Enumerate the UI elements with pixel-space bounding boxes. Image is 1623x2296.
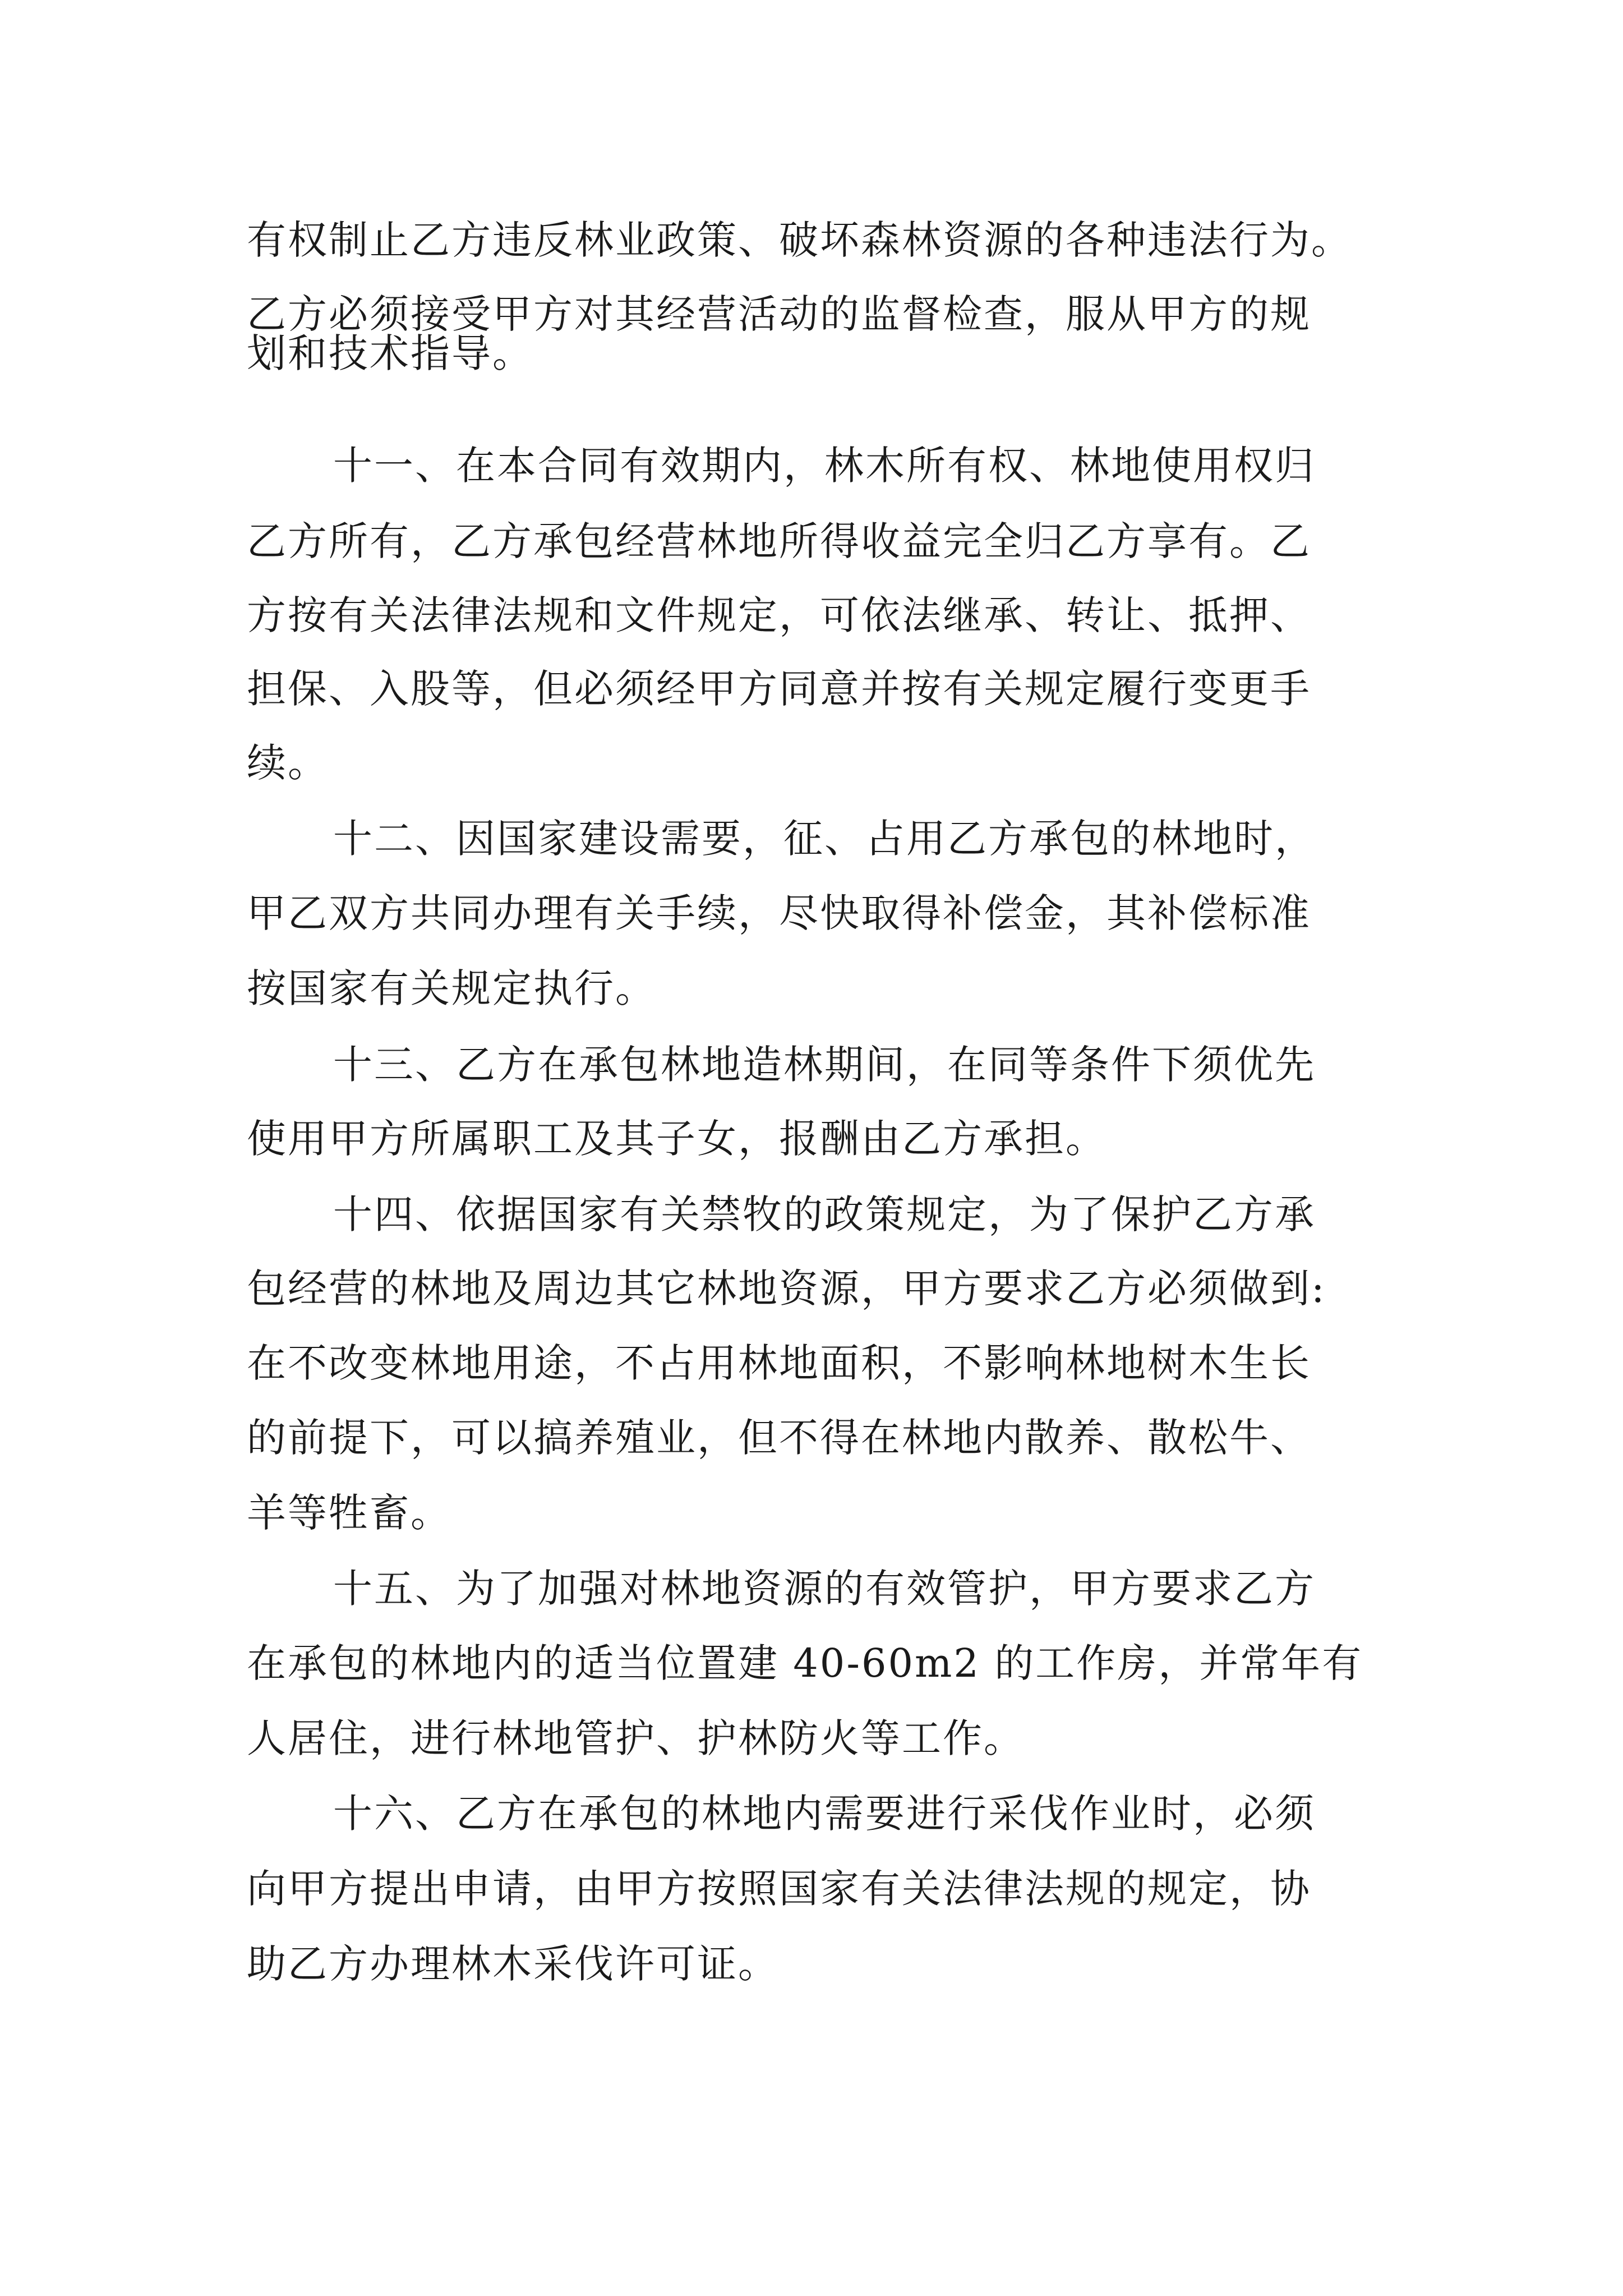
text-line: 有权制止乙方违反林业政策、破坏森林资源的各种违法行为。 [247,217,1352,263]
text-line: 十六、乙方在承包的林地内需要进行采伐作业时，必须 [333,1791,1316,1837]
text-line: 在不改变林地用途，不占用林地面积，不影响林地树木生长 [247,1340,1311,1386]
text-line: 担保、入股等，但必须经甲方同意并按有关规定履行变更手 [247,666,1311,712]
text-line: 乙方所有，乙方承包经营林地所得收益完全归乙方享有。乙 [247,518,1311,564]
text-line: 在承包的林地内的适当位置建 40-60m2 的工作房，并常年有 [247,1640,1363,1686]
text-line: 包经营的林地及周边其它林地资源，甲方要求乙方必须做到: [247,1266,1326,1312]
text-line: 方按有关法律法规和文件规定，可依法继承、转让、抵押、 [247,592,1311,638]
text-line: 十五、为了加强对林地资源的有效管护，甲方要求乙方 [333,1566,1316,1612]
text-line: 续。 [247,740,329,786]
text-line: 的前提下，可以搞养殖业，但不得在林地内散养、散松牛、 [247,1415,1311,1461]
text-line: 使用甲方所属职工及其子女，报酬由乙方承担。 [247,1116,1106,1162]
text-line: 羊等牲畜。 [247,1490,451,1536]
text-line: 人居住，进行林地管护、护林防火等工作。 [247,1715,1025,1761]
text-line: 十一、在本合同有效期内，林木所有权、林地使用权归 [333,443,1316,489]
text-line: 甲乙双方共同办理有关手续，尽快取得补偿金，其补偿标准 [247,890,1311,936]
text-line: 助乙方办理林木采伐许可证。 [247,1941,779,1987]
text-line: 十三、乙方在承包林地造林期间，在同等条件下须优先 [333,1042,1316,1088]
text-line: 按国家有关规定执行。 [247,965,656,1011]
text-line: 向甲方提出申请，由甲方按照国家有关法律法规的规定，协 [247,1866,1311,1912]
text-line: 十二、因国家建设需要，征、占用乙方承包的林地时， [333,816,1316,862]
text-line: 十四、依据国家有关禁牧的政策规定，为了保护乙方承 [333,1191,1316,1237]
text-line: 划和技术指导。 [247,330,533,376]
text-line: 乙方必须接受甲方对其经营活动的监督检查，服从甲方的规 [247,291,1311,337]
